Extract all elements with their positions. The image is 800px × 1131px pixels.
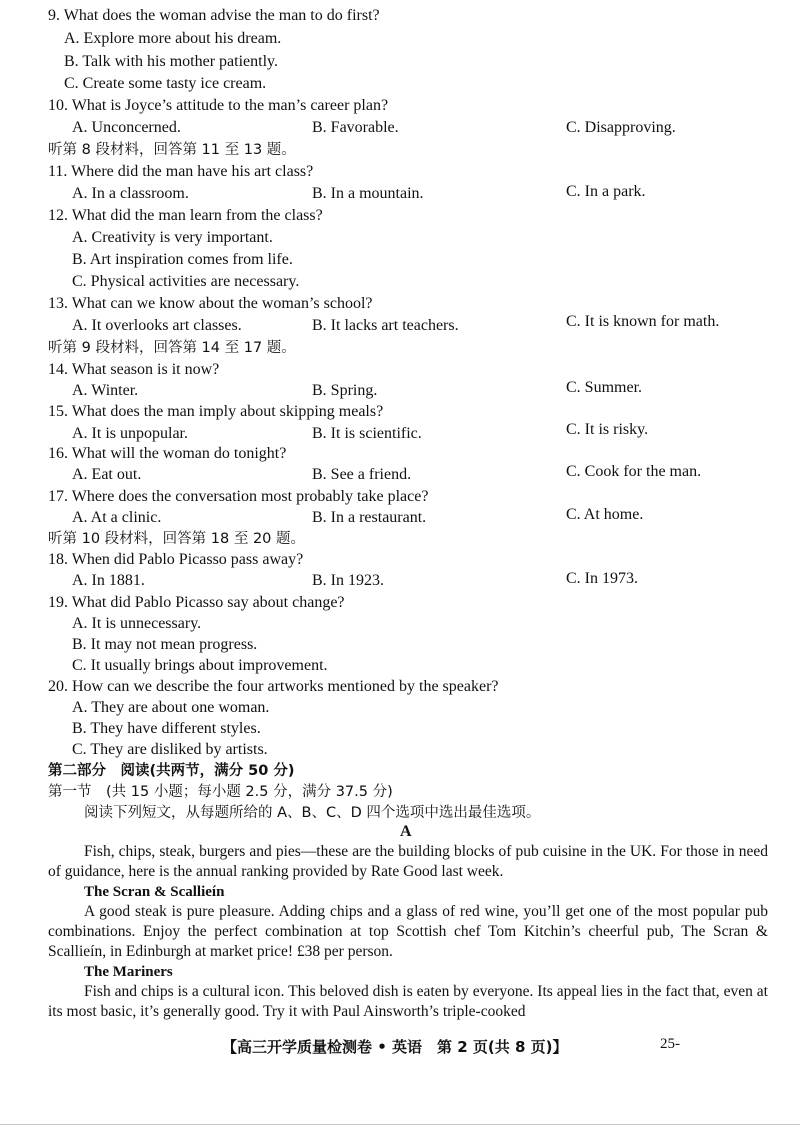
q10-option-c: C. Disapproving. [566, 119, 676, 136]
q9-option-c: C. Create some tasty ice cream. [64, 75, 267, 92]
q17-option-c: C. At home. [566, 506, 644, 523]
paragraph-mariners: Fish and chips is a cultural icon. This beloved dish is eaten by everyone. Its appeal lies in the fact that, even at its most basic, it’s generally good. Try it with Paul Ainsworth’s triple-cooked [48, 983, 768, 1020]
question-9: 9. What does the woman advise the man to do first? [48, 7, 380, 24]
page-bottom-divider [0, 1124, 800, 1125]
q20-option-b: B. They have different styles. [72, 720, 261, 737]
material-10-header: 听第 10 段材料，回答第 18 至 20 题。 [48, 531, 306, 547]
question-14: 14. What season is it now? [48, 361, 220, 378]
subheading-scran: The Scran & Scallieín [84, 884, 225, 900]
paragraph-scran: A good steak is pure pleasure. Adding chips and a glass of red wine, you’ll get one of the most popular pub combinations. Enjoy the perfect combination at top Scottish chef Tom Kitchin’s cheerful pub, The Scran & Scallieín, in Edinburgh at market price! £38 per person. [48, 903, 768, 960]
question-17: 17. Where does the conversation most probably take place? [48, 488, 429, 505]
material-9-header: 听第 9 段材料，回答第 14 至 17 题。 [48, 340, 296, 356]
q15-option-b: B. It is scientific. [312, 425, 422, 442]
question-12: 12. What did the man learn from the class? [48, 207, 323, 224]
q15-option-a: A. It is unpopular. [72, 425, 188, 442]
q18-option-a: A. In 1881. [72, 572, 145, 589]
q16-option-a: A. Eat out. [72, 466, 142, 483]
material-8-header: 听第 8 段材料，回答第 11 至 13 题。 [48, 142, 296, 158]
q20-option-a: A. They are about one woman. [72, 699, 270, 716]
q12-option-a: A. Creativity is very important. [72, 229, 273, 246]
q14-option-c: C. Summer. [566, 379, 643, 396]
q11-option-c: C. In a park. [566, 183, 646, 200]
q19-option-a: A. It is unnecessary. [72, 615, 202, 632]
page-code: 25- [660, 1036, 680, 1052]
q12-option-c: C. Physical activities are necessary. [72, 273, 300, 290]
q16-option-c: C. Cook for the man. [566, 463, 702, 480]
q20-option-c: C. They are disliked by artists. [72, 741, 268, 758]
passage-intro: Fish, chips, steak, burgers and pies—these are the building blocks of pub cuisine in the UK. For those in need of guidance, here is the annual ranking provided by Rate Good last week. [48, 843, 768, 880]
section-1-title: 第一节 (共 15 小题；每小题 2.5 分，满分 37.5 分) [48, 784, 393, 800]
question-13: 13. What can we know about the woman’s school? [48, 295, 373, 312]
q17-option-b: B. In a restaurant. [312, 509, 427, 526]
q13-option-a: A. It overlooks art classes. [72, 317, 242, 334]
page-footer: 【高三开学质量检测卷 • 英语 第 2 页(共 8 页)】 [222, 1038, 568, 1056]
q11-option-a: A. In a classroom. [72, 185, 189, 202]
question-16: 16. What will the woman do tonight? [48, 445, 287, 462]
q19-option-c: C. It usually brings about improvement. [72, 657, 328, 674]
q9-option-a: A. Explore more about his dream. [64, 30, 282, 47]
subheading-mariners: The Mariners [84, 964, 173, 980]
passage-letter: A [400, 823, 412, 840]
question-11: 11. Where did the man have his art class? [48, 163, 314, 180]
question-20: 20. How can we describe the four artworks mentioned by the speaker? [48, 678, 499, 695]
q10-option-a: A. Unconcerned. [72, 119, 181, 136]
q18-option-b: B. In 1923. [312, 572, 384, 589]
q16-option-b: B. See a friend. [312, 466, 412, 483]
question-19: 19. What did Pablo Picasso say about change? [48, 594, 345, 611]
q9-option-b: B. Talk with his mother patiently. [64, 53, 278, 70]
question-10: 10. What is Joyce’s attitude to the man’s career plan? [48, 97, 389, 114]
q13-option-c: C. It is known for math. [566, 313, 720, 330]
question-18: 18. When did Pablo Picasso pass away? [48, 551, 304, 568]
q14-option-a: A. Winter. [72, 382, 139, 399]
q11-option-b: B. In a mountain. [312, 185, 424, 202]
q10-option-b: B. Favorable. [312, 119, 399, 136]
q18-option-c: C. In 1973. [566, 570, 638, 587]
q14-option-b: B. Spring. [312, 382, 378, 399]
q13-option-b: B. It lacks art teachers. [312, 317, 459, 334]
q12-option-b: B. Art inspiration comes from life. [72, 251, 293, 268]
q19-option-b: B. It may not mean progress. [72, 636, 258, 653]
q15-option-c: C. It is risky. [566, 421, 649, 438]
q17-option-a: A. At a clinic. [72, 509, 162, 526]
part-2-title: 第二部分 阅读(共两节，满分 50 分) [48, 763, 295, 779]
question-15: 15. What does the man imply about skipping meals? [48, 403, 384, 420]
reading-instruction: 阅读下列短文，从每题所给的 A、B、C、D 四个选项中选出最佳选项。 [84, 805, 541, 821]
